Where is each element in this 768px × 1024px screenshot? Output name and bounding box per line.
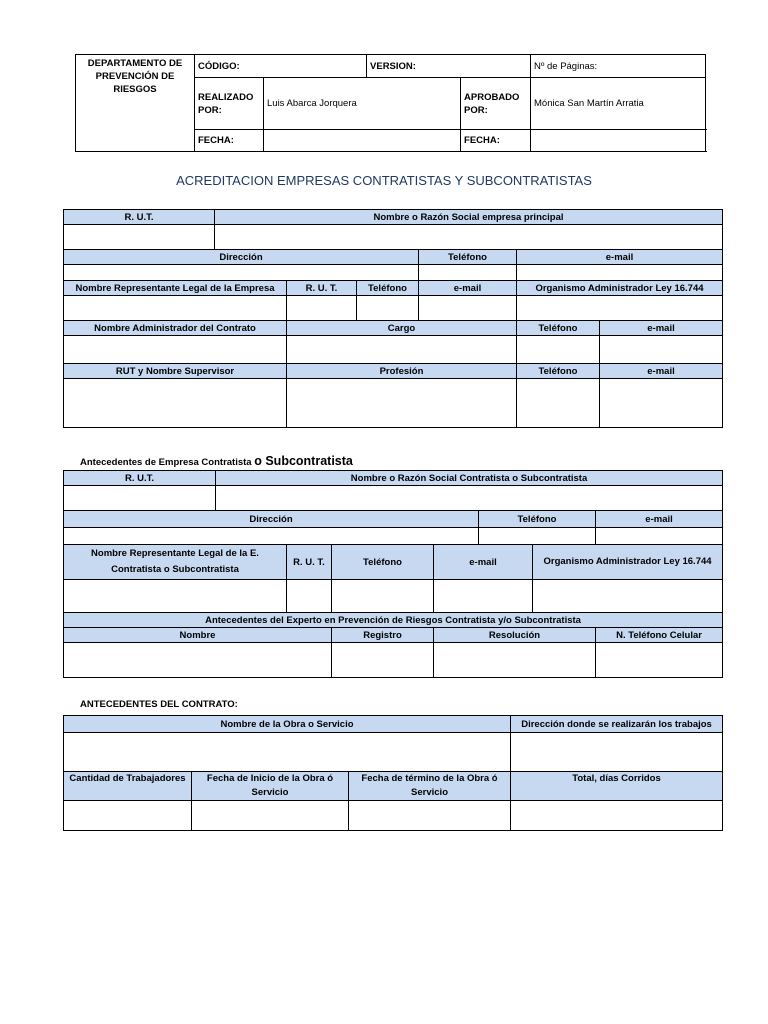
fecha-termino-field[interactable] <box>349 801 511 831</box>
version-label: VERSION: <box>367 55 531 78</box>
c-email-header: e-mail <box>596 511 723 528</box>
exp-celular-header: N. Teléfono Celular <box>596 628 723 643</box>
organismo-field[interactable] <box>517 296 723 321</box>
section-label-b: o Subcontratista <box>254 454 353 468</box>
telefono-header: Teléfono <box>419 250 517 265</box>
fecha-inicio-field[interactable] <box>192 801 349 831</box>
c-rep-legal-field[interactable] <box>64 580 287 613</box>
admin-telefono-header: Teléfono <box>517 321 600 336</box>
c-rep-telefono-field[interactable] <box>332 580 434 613</box>
profesion-field[interactable] <box>287 379 517 428</box>
rep-email-field[interactable] <box>419 296 517 321</box>
c-rep-legal-header: Nombre Representante Legal de la E. Contratista o Subcontratista <box>64 545 287 580</box>
realizado-label: REALIZADO POR: <box>195 78 264 130</box>
admin-email-field[interactable] <box>600 336 723 364</box>
fecha-field[interactable] <box>264 130 461 152</box>
c-telefono-field[interactable] <box>479 528 596 545</box>
fecha2-label: FECHA: <box>461 130 531 152</box>
admin-telefono-field[interactable] <box>517 336 600 364</box>
total-dias-header: Total, días Corridos <box>511 772 723 801</box>
header-table <box>75 54 706 152</box>
nombre-field[interactable] <box>215 225 723 250</box>
aprobado-label: APROBADO POR: <box>461 78 531 130</box>
c-rut-header: R. U.T. <box>64 471 216 486</box>
fecha2-field[interactable] <box>531 130 706 152</box>
obra-header: Nombre de la Obra o Servicio <box>64 716 511 733</box>
department-label: DEPARTAMENTO DE PREVENCIÓN DE RIESGOS <box>76 55 195 152</box>
rut-header: R. U.T. <box>64 210 215 225</box>
exp-resolucion-field[interactable] <box>434 643 596 678</box>
organismo-header: Organismo Administrador Ley 16.744 <box>517 281 723 296</box>
codigo-label: CÓDIGO: <box>195 55 367 78</box>
c-rep-email-field[interactable] <box>434 580 533 613</box>
direccion-header: Dirección <box>64 250 419 265</box>
principal-table <box>63 209 723 428</box>
c-email-field[interactable] <box>596 528 723 545</box>
profesion-header: Profesión <box>287 364 517 379</box>
aprobado-value: Mónica San Martín Arratia <box>531 78 706 130</box>
sup-email-header: e-mail <box>600 364 723 379</box>
obra-field[interactable] <box>64 733 511 772</box>
sup-telefono-field[interactable] <box>517 379 600 428</box>
contrato-table <box>63 715 723 831</box>
rut-field[interactable] <box>64 225 215 250</box>
exp-nombre-header: Nombre <box>64 628 332 643</box>
supervisor-field[interactable] <box>64 379 287 428</box>
c-organismo-header: Organismo Administrador Ley 16.744 <box>533 545 723 580</box>
c-direccion-field[interactable] <box>64 528 479 545</box>
exp-celular-field[interactable] <box>596 643 723 678</box>
paginas-label: Nº de Páginas: <box>531 55 706 78</box>
contratista-section-label <box>80 454 353 468</box>
cantidad-header: Cantidad de Trabajadores <box>64 772 192 801</box>
contratista-table <box>63 470 723 678</box>
rep-rut-field[interactable] <box>287 296 357 321</box>
c-organismo-field[interactable] <box>533 580 723 613</box>
rep-telefono-header: Teléfono <box>357 281 419 296</box>
cargo-header: Cargo <box>287 321 517 336</box>
cantidad-field[interactable] <box>64 801 192 831</box>
exp-registro-field[interactable] <box>332 643 434 678</box>
c-rep-rut-header: R. U. T. <box>287 545 332 580</box>
sup-email-field[interactable] <box>600 379 723 428</box>
c-telefono-header: Teléfono <box>479 511 596 528</box>
cargo-field[interactable] <box>287 336 517 364</box>
fecha-termino-header: Fecha de término de la Obra ó Servicio <box>349 772 511 801</box>
admin-header: Nombre Administrador del Contrato <box>64 321 287 336</box>
rep-legal-header: Nombre Representante Legal de la Empresa <box>64 281 287 296</box>
page-title: ACREDITACION EMPRESAS CONTRATISTAS Y SUBCONTRATISTAS <box>176 173 592 188</box>
fecha-inicio-header: Fecha de Inicio de la Obra ó Servicio <box>192 772 349 801</box>
exp-resolucion-header: Resolución <box>434 628 596 643</box>
rep-email-header: e-mail <box>419 281 517 296</box>
c-rep-rut-field[interactable] <box>287 580 332 613</box>
email-header: e-mail <box>517 250 723 265</box>
contrato-section-label: ANTECEDENTES DEL CONTRATO: <box>80 699 238 710</box>
direccion-trabajos-field[interactable] <box>511 733 723 772</box>
c-rep-email-header: e-mail <box>434 545 533 580</box>
rep-legal-field[interactable] <box>64 296 287 321</box>
direccion-trabajos-header: Dirección donde se realizarán los trabajos <box>511 716 723 733</box>
c-rut-field[interactable] <box>64 486 216 511</box>
c-rep-telefono-header: Teléfono <box>332 545 434 580</box>
nombre-header: Nombre o Razón Social empresa principal <box>215 210 723 225</box>
c-direccion-header: Dirección <box>64 511 479 528</box>
exp-nombre-field[interactable] <box>64 643 332 678</box>
total-dias-field[interactable] <box>511 801 723 831</box>
c-nombre-header: Nombre o Razón Social Contratista o Subcontratista <box>216 471 723 486</box>
experto-title: Antecedentes del Experto en Prevención de Riesgos Contratista y/o Subcontratista <box>64 613 723 628</box>
exp-registro-header: Registro <box>332 628 434 643</box>
fecha-label: FECHA: <box>195 130 264 152</box>
rep-telefono-field[interactable] <box>357 296 419 321</box>
supervisor-header: RUT y Nombre Supervisor <box>64 364 287 379</box>
direccion-field[interactable] <box>64 265 419 281</box>
realizado-value: Luis Abarca Jorquera <box>264 78 461 130</box>
telefono-field[interactable] <box>419 265 517 281</box>
sup-telefono-header: Teléfono <box>517 364 600 379</box>
admin-field[interactable] <box>64 336 287 364</box>
c-nombre-field[interactable] <box>216 486 723 511</box>
email-field[interactable] <box>517 265 723 281</box>
admin-email-header: e-mail <box>600 321 723 336</box>
rep-rut-header: R. U. T. <box>287 281 357 296</box>
section-label-a: Antecedentes de Empresa Contratista <box>80 457 252 468</box>
